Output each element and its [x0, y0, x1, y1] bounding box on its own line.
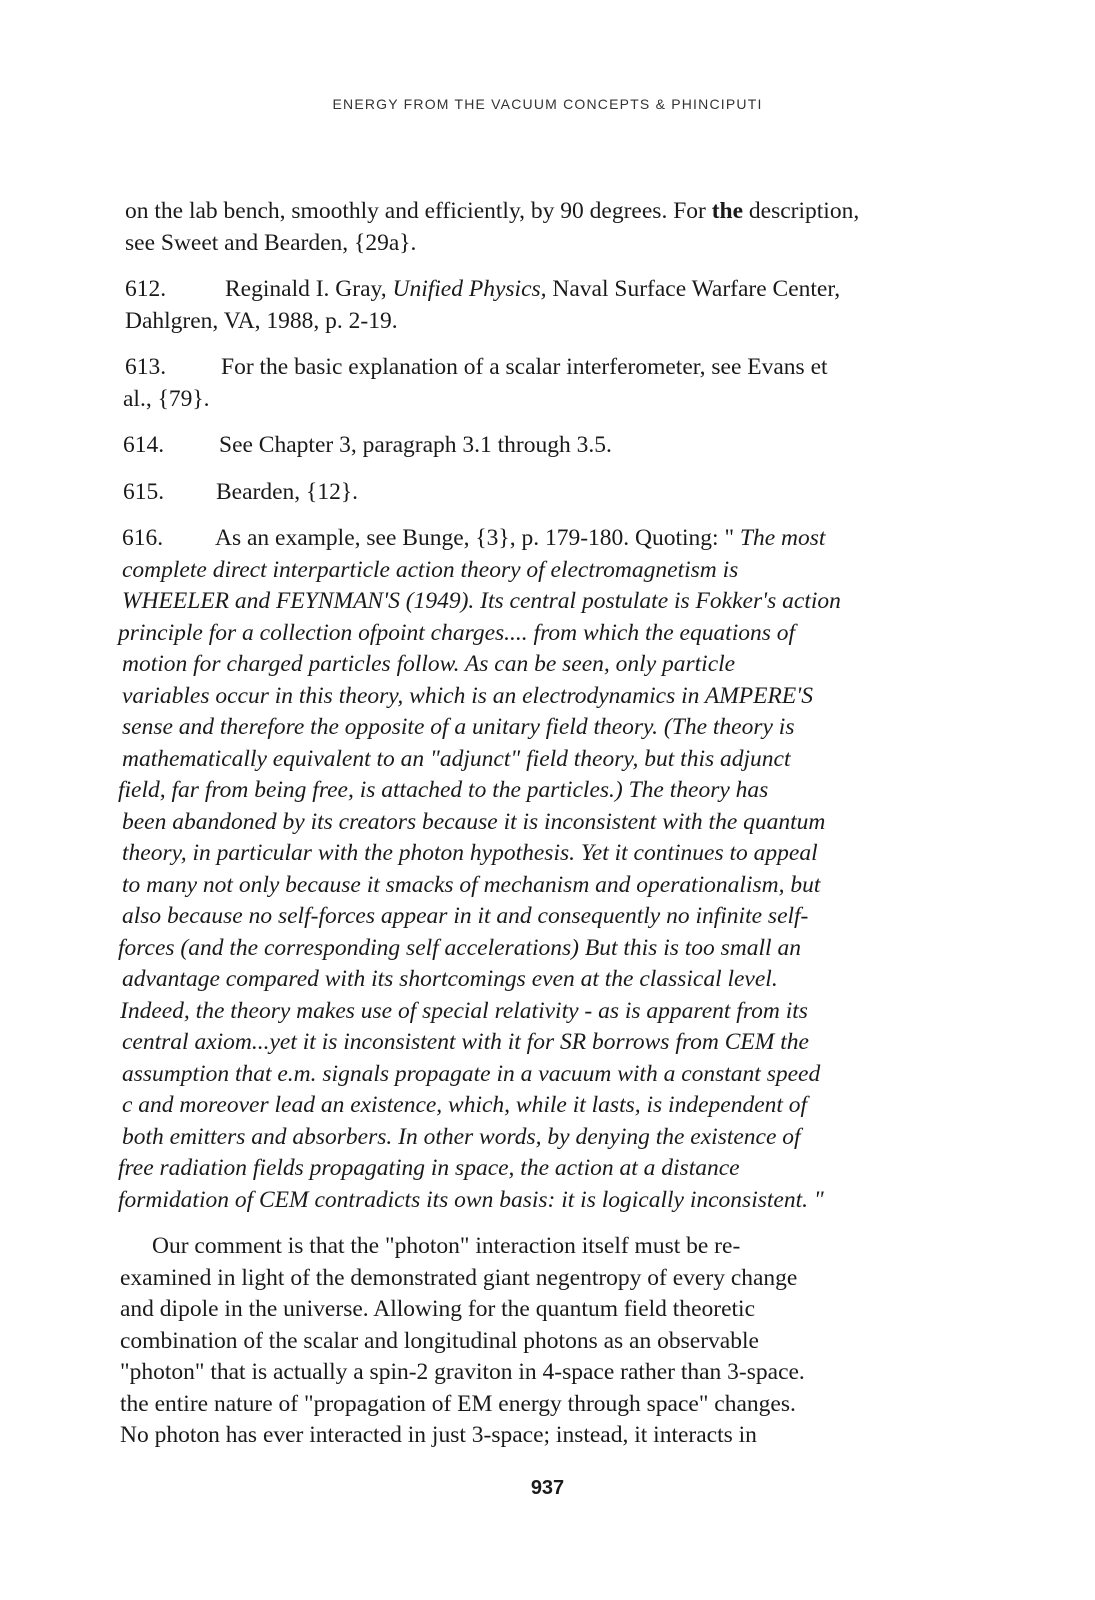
quotation-line: forces (and the corresponding self accelerations) But this is too small an: [118, 934, 801, 961]
quotation-line: motion for charged particles follow. As can be seen, only particle: [122, 651, 736, 677]
comment-line: the entire nature of "propagation of EM energy through space" changes.: [120, 1390, 796, 1417]
quotation-line: been abandoned by its creators because it is inconsistent with the quantum: [122, 808, 826, 835]
quotation-line: c and moreover lead an existence, which, while it lasts, is independent of: [122, 1092, 808, 1118]
quotation-line: principle for a collection ofpoint charges.... from which the equations of: [118, 619, 796, 646]
note-line: [118, 352, 968, 384]
note-612: [118, 274, 968, 337]
quotation-line: sense and therefore the opposite of a unitary field theory. (The theory is: [122, 714, 795, 740]
note-614: [118, 430, 968, 462]
comment-line: "photon" that is actually a spin-2 graviton in 4-space rather than 3-space.: [120, 1359, 805, 1385]
note-line: [118, 430, 968, 462]
note-number: 615.: [123, 478, 165, 505]
note-line: [118, 274, 968, 306]
quotation-line: Indeed, the theory makes use of special relativity - as is apparent from its: [120, 997, 808, 1024]
quotation-block: [118, 555, 968, 1217]
quotation-line: field, far from being free, is attached to the particles.) The theory has: [118, 777, 769, 803]
note-number: 616.: [122, 525, 164, 551]
comment-paragraph: [118, 1231, 968, 1452]
note-line: [118, 523, 968, 555]
quotation-line: variables occur in this theory, which is an electrodynamics in AMPERE'S: [122, 682, 813, 709]
page-number: 937: [530, 1477, 565, 1499]
quotation-line: formidation of CEM contradicts its own basis: it is logically inconsistent. ": [118, 1186, 824, 1213]
comment-line: examined in light of the demonstrated giant negentropy of every change: [120, 1264, 798, 1291]
comment-line: and dipole in the universe. Allowing for the quantum field theoretic: [120, 1296, 755, 1322]
quotation-line: free radiation fields propagating in space, the action at a distance: [118, 1155, 740, 1181]
quotation-line: advantage compared with its shortcomings even at the classical level.: [122, 966, 778, 992]
note-616: [118, 523, 968, 1216]
note-615: [118, 477, 968, 509]
note-line: al., {79}.: [123, 385, 210, 412]
quotation-line: mathematically equivalent to an "adjunct" field theory, but this adjunct: [122, 745, 791, 772]
note-line: [118, 196, 968, 228]
note-line: Dahlgren, VA, 1988, p. 2-19.: [125, 307, 398, 334]
note-bold-text: the: [711, 198, 744, 224]
quotation-line: also because no self-forces appear in it and consequently no infinite self-: [122, 903, 809, 929]
quotation-line: assumption that e.m. signals propagate in a vacuum with a constant speed: [122, 1060, 821, 1087]
note-text: on the lab bench, smoothly and efficiently, by 90 degrees. For: [125, 198, 712, 224]
quotation-line: complete direct interparticle action theory of electromagnetism is: [122, 556, 739, 583]
comment-line: Our comment is that the "photon" interaction itself must be re-: [152, 1233, 741, 1259]
page-body: [118, 196, 968, 1467]
note-text: See Chapter 3, paragraph 3.1 through 3.5.: [219, 432, 612, 458]
note-line: [118, 477, 968, 509]
quotation-line: central axiom...yet it is inconsistent with it for SR borrows from CEM the: [122, 1029, 809, 1055]
note-text: As an example, see Bunge, {3}, p. 179-180. Quoting: ": [215, 525, 740, 551]
note-text: description,: [743, 198, 860, 224]
note-text: Reginald I. Gray,: [225, 276, 393, 302]
note-613: [118, 352, 968, 415]
quotation-line: theory, in particular with the photon hypothesis. Yet it continues to appeal: [122, 840, 818, 866]
note-text: Naval Surface Warfare Center,: [546, 276, 841, 302]
quotation-line: WHEELER and FEYNMAN'S (1949). Its central postulate is Fokker's action: [122, 588, 841, 614]
note-text: For the basic explanation of a scalar interferometer, see Evans et: [221, 354, 828, 380]
comment-block: [118, 1231, 968, 1452]
quotation-text: The most: [739, 525, 826, 551]
note-line: see Sweet and Bearden, {29a}.: [125, 229, 417, 256]
note-text: Bearden, {12}.: [216, 478, 358, 505]
note-number: 614.: [123, 432, 165, 458]
continued-note: [118, 196, 968, 259]
note-number: 613.: [125, 354, 167, 380]
running-head: ENERGY FROM THE VACUUM CONCEPTS & PHINCIPUTI: [332, 96, 763, 112]
comment-line: No photon has ever interacted in just 3-space; instead, it interacts in: [120, 1422, 757, 1448]
note-number: 612.: [125, 276, 167, 302]
quotation-line: to many not only because it smacks of mechanism and operationalism, but: [122, 871, 821, 898]
note-title: Unified Physics,: [392, 276, 547, 302]
quotation-line: both emitters and absorbers. In other words, by denying the existence of: [122, 1123, 801, 1150]
comment-line: combination of the scalar and longitudinal photons as an observable: [120, 1327, 759, 1354]
